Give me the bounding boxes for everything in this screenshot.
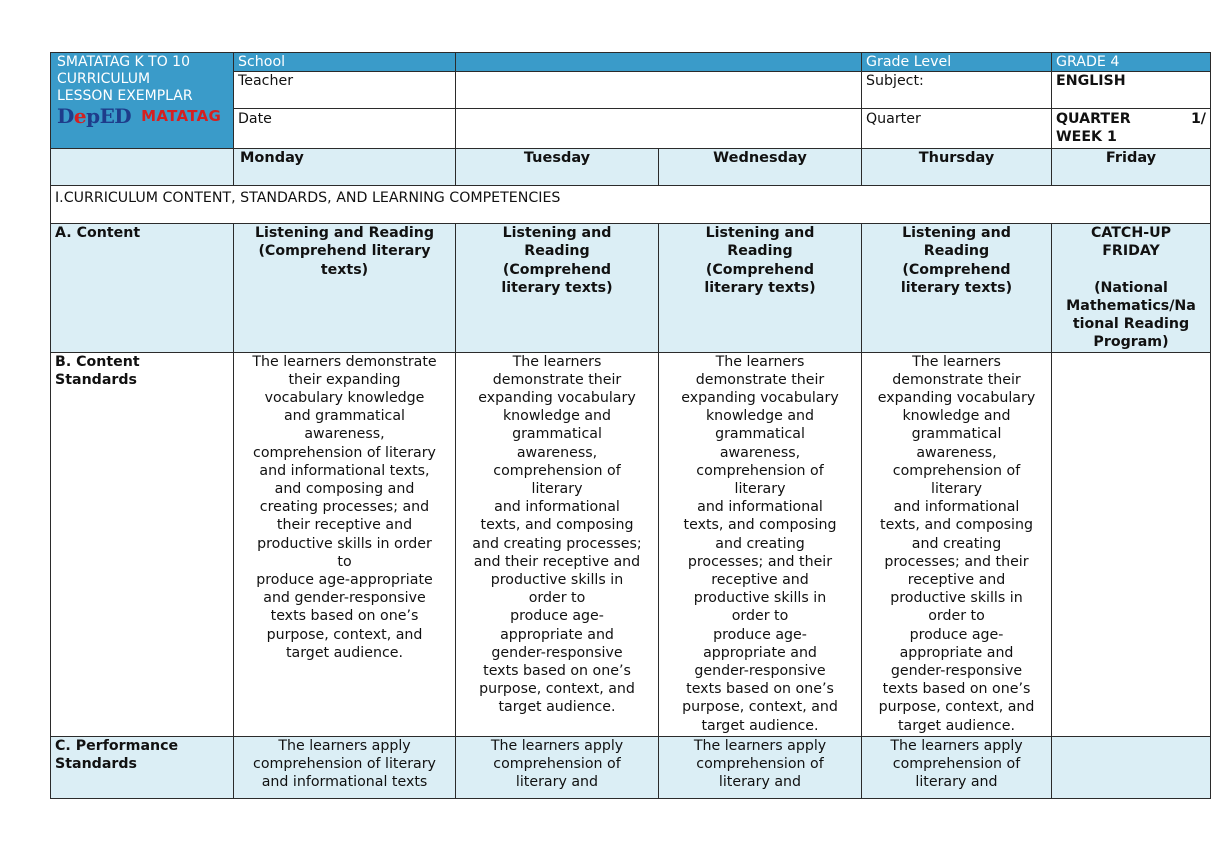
deped-logo-accent: e <box>73 104 87 128</box>
matatag-logo <box>141 108 221 125</box>
deped-logo-text: DepED <box>57 104 132 128</box>
subject-value: ENGLISH <box>1052 72 1211 109</box>
content-standards-wednesday: The learners demonstrate their expanding vocabulary knowledge and grammatical awareness, comprehension of literary and informational texts, and composing and creating processes; and their receptive and productive skills in order to produce age- appropriate and gender-responsive texts based on one’s purpose, context, and target audience. <box>659 352 862 736</box>
performance-standards-wednesday: The learners apply comprehension of literary and <box>659 736 862 798</box>
header-title-line2: LESSON EXEMPLAR <box>57 88 193 104</box>
grade-level-label: Grade Level <box>862 53 1052 72</box>
lesson-exemplar-table <box>50 52 1211 799</box>
header-title-line1: SMATATAG K TO 10 CURRICULUM <box>57 54 190 87</box>
content-standards-monday: The learners demonstrate their expanding vocabulary knowledge and grammatical awareness, comprehension of literary and informational texts, and composing and creating processes; and their receptive and productive skills in order to produce age-appropriate and gender-responsive texts based on one’s purpose, context, and target audience. <box>234 352 456 736</box>
content-thursday: Listening and Reading (Comprehend literary texts) <box>862 224 1052 352</box>
header-title-block <box>51 53 234 149</box>
content-monday: Listening and Reading (Comprehend literary texts) <box>234 224 456 352</box>
content-standards-thursday: The learners demonstrate their expanding vocabulary knowledge and grammatical awareness, comprehension of literary and informational texts, and composing and creating processes; and their receptive and productive skills in order to produce age- appropriate and gender-responsive texts based on one’s purpose, context, and target audience. <box>862 352 1052 736</box>
subject-label: Subject: <box>862 72 1052 109</box>
day-friday: Friday <box>1052 149 1211 186</box>
lesson-exemplar-sheet <box>50 52 1211 799</box>
content-standards-label: B. Content Standards <box>51 352 234 736</box>
quarter-value-number: 1/ <box>1190 111 1206 128</box>
performance-standards-monday: The learners apply comprehension of literary and informational texts <box>234 736 456 798</box>
teacher-field[interactable] <box>456 72 862 109</box>
performance-standards-tuesday: The learners apply comprehension of literary and <box>456 736 659 798</box>
content-tuesday: Listening and Reading (Comprehend literary texts) <box>456 224 659 352</box>
quarter-label: Quarter <box>862 109 1052 149</box>
quarter-value-text: QUARTER <box>1056 111 1131 128</box>
date-field[interactable] <box>456 109 862 149</box>
grade-level-value: GRADE 4 <box>1052 53 1211 72</box>
quarter-value <box>1052 109 1211 149</box>
day-monday: Monday <box>234 149 456 186</box>
date-label: Date <box>234 109 456 149</box>
deped-logo <box>57 104 132 128</box>
day-header-blank <box>51 149 234 186</box>
teacher-label: Teacher <box>234 72 456 109</box>
content-standards-tuesday: The learners demonstrate their expanding vocabulary knowledge and grammatical awareness, comprehension of literary and informational texts, and composing and creating processes; and their receptive and productive skills in order to produce age- appropriate and gender-responsive texts based on one’s purpose, context, and target audience. <box>456 352 659 736</box>
school-label: School <box>234 53 456 72</box>
content-standards-friday <box>1052 352 1211 736</box>
content-friday: CATCH-UP FRIDAY (National Mathematics/Na tional Reading Program) <box>1052 224 1211 352</box>
day-tuesday: Tuesday <box>456 149 659 186</box>
header-logos <box>57 104 227 128</box>
content-wednesday: Listening and Reading (Comprehend literary texts) <box>659 224 862 352</box>
day-wednesday: Wednesday <box>659 149 862 186</box>
performance-standards-label: C. Performance Standards <box>51 736 234 798</box>
section-title: I.CURRICULUM CONTENT, STANDARDS, AND LEARNING COMPETENCIES <box>51 186 1211 224</box>
week-value: WEEK 1 <box>1056 129 1117 146</box>
day-thursday: Thursday <box>862 149 1052 186</box>
matatag-logo-text: MATATAG <box>141 107 222 125</box>
performance-standards-thursday: The learners apply comprehension of literary and <box>862 736 1052 798</box>
content-row-label: A. Content <box>51 224 234 352</box>
school-field[interactable] <box>456 53 862 72</box>
performance-standards-friday <box>1052 736 1211 798</box>
